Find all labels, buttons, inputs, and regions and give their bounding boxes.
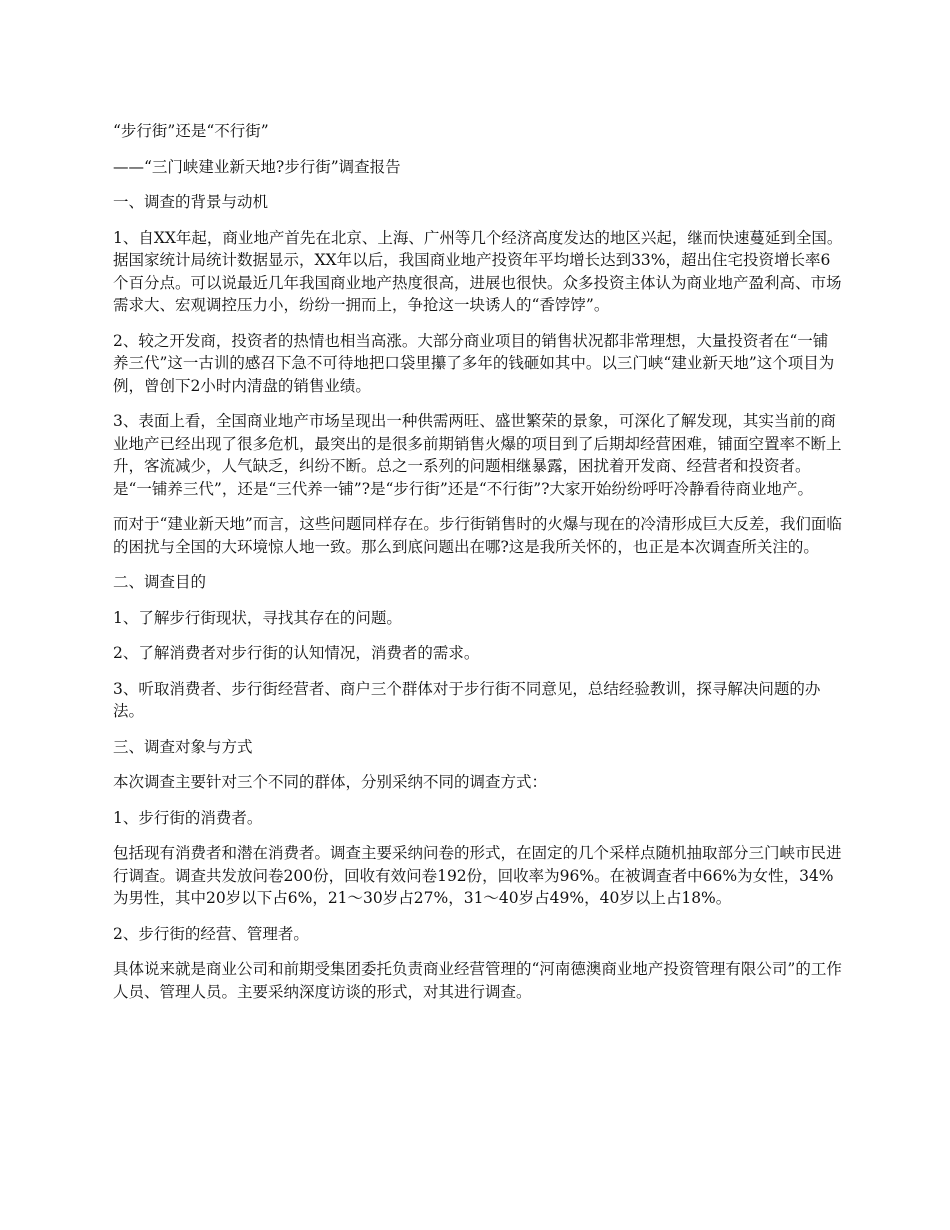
- document-title: “步行街”还是“不行街”: [113, 122, 269, 140]
- paragraph-purpose-3: 3、听取消费者、步行街经营者、商户三个群体对于步行街不同意见，总结经验教训，探寻解决问题的办法。: [113, 679, 821, 720]
- paragraph-subjects-consumers: 1、步行街的消费者。: [113, 808, 263, 827]
- document-subtitle: ——“三门峡建业新天地?步行街”调查报告: [113, 157, 401, 176]
- paragraph-consumers-detail: 包括现有消费者和潜在消费者。调查主要采纳问卷的形式，在固定的几个采样点随机抽取部分三门峡市民进行调查。调查共发放问卷200份，回收有效问卷192份，回收率为96%。在被调查者中66%为女性，34%为男性，其中20岁以下占6%，21～30岁占27%，31～40岁占49%，40岁以上占18%。: [113, 844, 842, 907]
- paragraph-purpose-1: 1、了解步行街现状，寻找其存在的问题。: [113, 608, 402, 627]
- document-page: [113, 120, 843, 1016]
- paragraph-subjects-managers: 2、步行街的经营、管理者。: [113, 924, 309, 943]
- section-heading-subjects: 三、调查对象与方式: [113, 737, 253, 756]
- paragraph-background-4: 而对于“建业新天地”而言，这些问题同样存在。步行街销售时的火爆与现在的冷清形成巨大反差，我们面临的困扰与全国的大环境惊人地一致。那么到底问题出在哪?这是我所关怀的，也正是本次调查所关注的。: [113, 515, 842, 556]
- paragraph-subjects-intro: 本次调查主要针对三个不同的群体，分别采纳不同的调查方式：: [113, 773, 548, 791]
- paragraph-purpose-2: 2、了解消费者对步行街的认知情况，消费者的需求。: [113, 644, 480, 662]
- section-heading-purpose: 二、调查目的: [113, 573, 207, 591]
- section-heading-background: 一、调查的背景与动机: [113, 193, 269, 211]
- paragraph-background-1: 1、自XX年起，商业地产首先在北京、上海、广州等几个经济高度发达的地区兴起，继而快速蔓延到全国。据国家统计局统计数据显示，XX年以后，我国商业地产投资年平均增长达到33%，超出住宅投资增长率6个百分点。可以说最近几年我国商业地产热度很高，进展也很快。众多投资主体认为商业地产盈利高、市场需求大、宏观调控压力小，纷纷一拥而上，争抢这一块诱人的“香饽饽”。: [113, 228, 843, 314]
- paragraph-background-2: 2、较之开发商，投资者的热情也相当高涨。大部分商业项目的销售状况都非常理想，大量投资者在“一铺养三代”这一古训的感召下急不可待地把口袋里攥了多年的钱砸如其中。以三门峡“建业新天地”这个项目为例，曾创下2小时内清盘的销售业绩。: [113, 331, 835, 395]
- paragraph-managers-detail: 具体说来就是商业公司和前期受集团委托负责商业经营管理的“河南德澳商业地产投资管理有限公司”的工作人员、管理人员。主要采纳深度访谈的形式，对其进行调查。: [113, 960, 842, 1001]
- paragraph-background-3: 3、表面上看，全国商业地产市场呈现出一种供需两旺、盛世繁荣的景象，可深化了解发现，其实当前的商业地产已经出现了很多危机，最突出的是很多前期销售火爆的项目到了后期却经营困难，铺面空置率不断上升，客流减少，人气缺乏，纠纷不断。总之一系列的问题相继暴露，困扰着开发商、经营者和投资者。是“一铺养三代”，还是“三代养一铺”?是“步行街”还是“不行街”?大家开始纷纷呼吁冷静看待商业地产。: [113, 412, 842, 498]
